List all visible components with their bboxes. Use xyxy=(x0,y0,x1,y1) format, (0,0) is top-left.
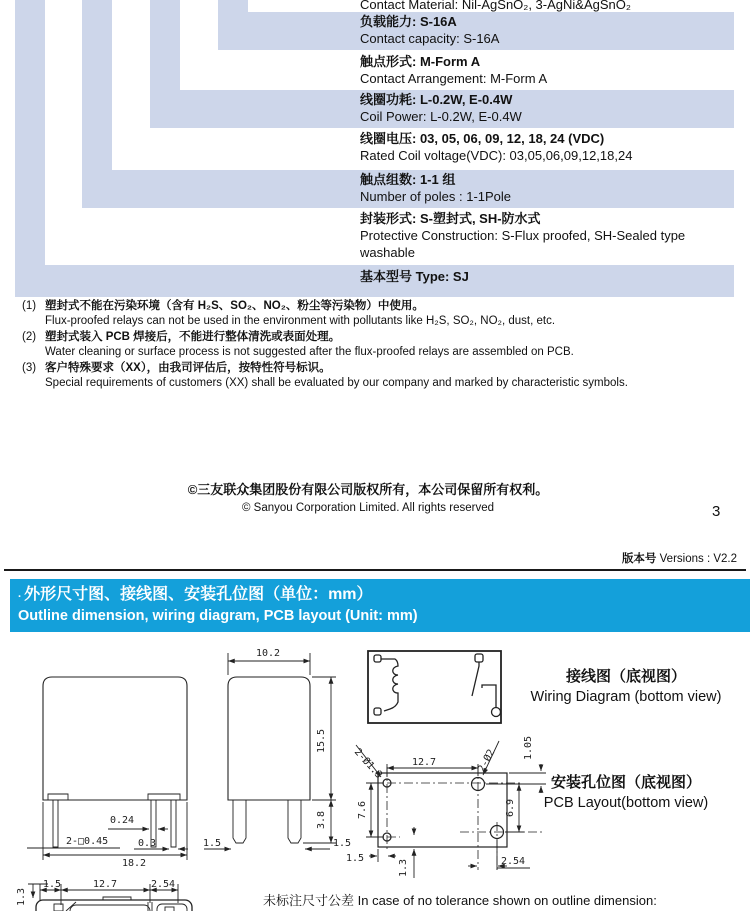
contact-symbol xyxy=(472,662,479,696)
dim-bottom-edge-offset: 1.3 xyxy=(16,887,27,907)
side-view-drawing xyxy=(203,648,351,849)
legend-row-en: Number of poles : 1-1Pole xyxy=(360,189,512,204)
legend-row-contact-arrangement xyxy=(360,53,547,87)
legend-row-cjk: 线圈功耗: L-0.2W, E-0.4W xyxy=(360,92,513,107)
coil-symbol xyxy=(381,659,398,711)
legend-row-cjk: 触点组数: 1-1 组 xyxy=(360,172,456,187)
dim-pcb-pitch-x: 12.7 xyxy=(411,757,437,768)
dim-pcb-right-offset: 2.54 xyxy=(501,856,526,867)
pcb-layout-caption xyxy=(520,772,732,813)
note-en: Special requirements of customers (XX) shall be evaluated by our company and marked by characteristic symbols. xyxy=(45,377,628,390)
legend-row-base-type xyxy=(360,268,469,285)
dim-pcb-coil-holes: 2-Ø1.3 xyxy=(351,746,385,781)
legend-row-contact-material xyxy=(360,0,631,13)
copyright-en: © Sanyou Corporation Limited. All rights reserved xyxy=(241,502,494,514)
dim-pcb-left-offset: 1.5 xyxy=(346,853,365,864)
legend-row-cjk: 触点形式: M-Form A xyxy=(360,54,481,69)
version-line xyxy=(622,550,737,566)
legend-row-cjk: 线圈电压: 03, 05, 06, 09, 12, 18, 24 (VDC) xyxy=(360,131,605,146)
legend-row-en: Protective Construction: S-Flux proofed, SH-Sealed type xyxy=(360,228,686,243)
section-title-en: Outline dimension, wiring diagram, PCB layout (Unit: mm) xyxy=(18,608,418,624)
legend-row-en: Contact Material: Nil-AgSnO₂, 3-AgNi&AgSnO₂ xyxy=(360,0,631,12)
section-title-cjk-line xyxy=(18,583,750,606)
front-view-drawing xyxy=(27,677,188,869)
version-label-en: Versions : V2.2 xyxy=(659,553,737,565)
dim-side-height: 15.5 xyxy=(316,728,327,754)
legend-row-cjk: 负载能力: S-16A xyxy=(360,14,457,29)
dim-bottom-right-offset: 2.54 xyxy=(151,879,176,890)
legend-row-cjk: 封装形式: S-塑封式, SH-防水式 xyxy=(360,211,541,226)
dim-side-width: 10.2 xyxy=(256,648,281,659)
note-number: (1) xyxy=(22,300,37,312)
legend-row-number-of-poles xyxy=(360,171,511,205)
dim-side-pin-length: 3.8 xyxy=(316,810,327,830)
dim-pcb-pitch-y-right: 6.9 xyxy=(505,798,516,818)
note-cjk: 客户特殊要求（XX），由我司评估后，按特性符号标识。 xyxy=(45,361,331,374)
copyright-cjk: ©三友联众集团股份有限公司版权所有，本公司保留所有权利。 xyxy=(187,482,549,497)
pcb-layout-drawing xyxy=(346,736,546,878)
note-en: Flux-proofed relays can not be used in the environment with pollutants like H₂S, SO₂, NO₂, dust, etc. xyxy=(45,315,556,328)
legend-row-contact-capacity xyxy=(360,13,499,47)
legend-row-en: Coil Power: L-0.2W, E-0.4W xyxy=(360,109,522,124)
horizontal-rule xyxy=(4,569,746,571)
dim-front-pin-gap: 0.24 xyxy=(110,815,135,826)
legend-row-coil-power xyxy=(360,91,522,125)
note-item xyxy=(22,361,734,392)
legend-row-en2: washable xyxy=(360,245,415,260)
note-number: (2) xyxy=(22,330,37,343)
notes-section xyxy=(22,299,734,391)
wiring-diagram-caption xyxy=(520,666,732,707)
version-label-cjk: 版本号 xyxy=(621,553,657,565)
legend-row-protective-construction xyxy=(360,210,685,261)
dim-side-left-offset: 1.5 xyxy=(203,838,222,849)
page-number: 3 xyxy=(712,503,721,520)
note-cjk: 塑封式不能在污染环境（含有 H₂S、SO₂、NO₂、粉尘等污染物）中使用。 xyxy=(45,300,424,312)
note-item xyxy=(22,330,734,361)
dim-pcb-pitch-y-left: 7.6 xyxy=(357,800,368,820)
dim-front-overall-width: 18.2 xyxy=(122,858,147,869)
section-title-cjk: 外形尺寸图、接线图、安装孔位图（单位：mm） xyxy=(24,586,373,603)
wiring-diagram xyxy=(368,651,501,723)
dim-pcb-top-offset: 1.05 xyxy=(523,735,534,761)
section-header xyxy=(10,579,750,632)
dim-pcb-contact-holes: 2-Ø2 xyxy=(476,747,498,775)
dim-bottom-left-offset: 1.5 xyxy=(43,879,62,890)
pcb-caption-en: PCB Layout(bottom view) xyxy=(543,795,709,811)
dim-bottom-pitch: 12.7 xyxy=(93,879,118,890)
dim-front-pin-thickness: 0.3 xyxy=(138,838,157,849)
note-cjk: 塑封式装入 PCB 焊接后，不能进行整体清洗或表面处理。 xyxy=(45,330,341,343)
tolerance-note: 未标注尺寸公差 In case of no tolerance shown on outline dimension: xyxy=(263,893,657,908)
note-item xyxy=(22,299,734,330)
dim-pcb-bottom-offset: 1.3 xyxy=(398,858,409,878)
legend-row-cjk: 基本型号 Type: SJ xyxy=(360,269,469,284)
note-en: Water cleaning or surface process is not suggested after the flux-proofed relays are assembled on PCB. xyxy=(45,346,574,359)
dim-side-right-offset: 1.5 xyxy=(333,838,352,849)
wiring-caption-cjk: 接线图（底视图） xyxy=(565,668,686,685)
legend-row-en: Contact Arrangement: M-Form A xyxy=(360,71,548,86)
bottom-view-drawing xyxy=(16,879,192,911)
note-number: (3) xyxy=(22,361,37,374)
section-bullet: . xyxy=(18,588,22,600)
legend-row-coil-voltage xyxy=(360,130,632,164)
legend-row-en: Contact capacity: S-16A xyxy=(360,31,500,46)
wiring-caption-en: Wiring Diagram (bottom view) xyxy=(530,689,722,705)
copyright-block xyxy=(0,481,736,517)
dim-front-pin-label: 2-□0.45 xyxy=(66,836,109,847)
legend-band-strip-base-type xyxy=(15,0,45,297)
pcb-caption-cjk: 安装孔位图（底视图） xyxy=(550,774,701,791)
legend-row-en: Rated Coil voltage(VDC): 03,05,06,09,12,18,24 xyxy=(360,148,633,163)
